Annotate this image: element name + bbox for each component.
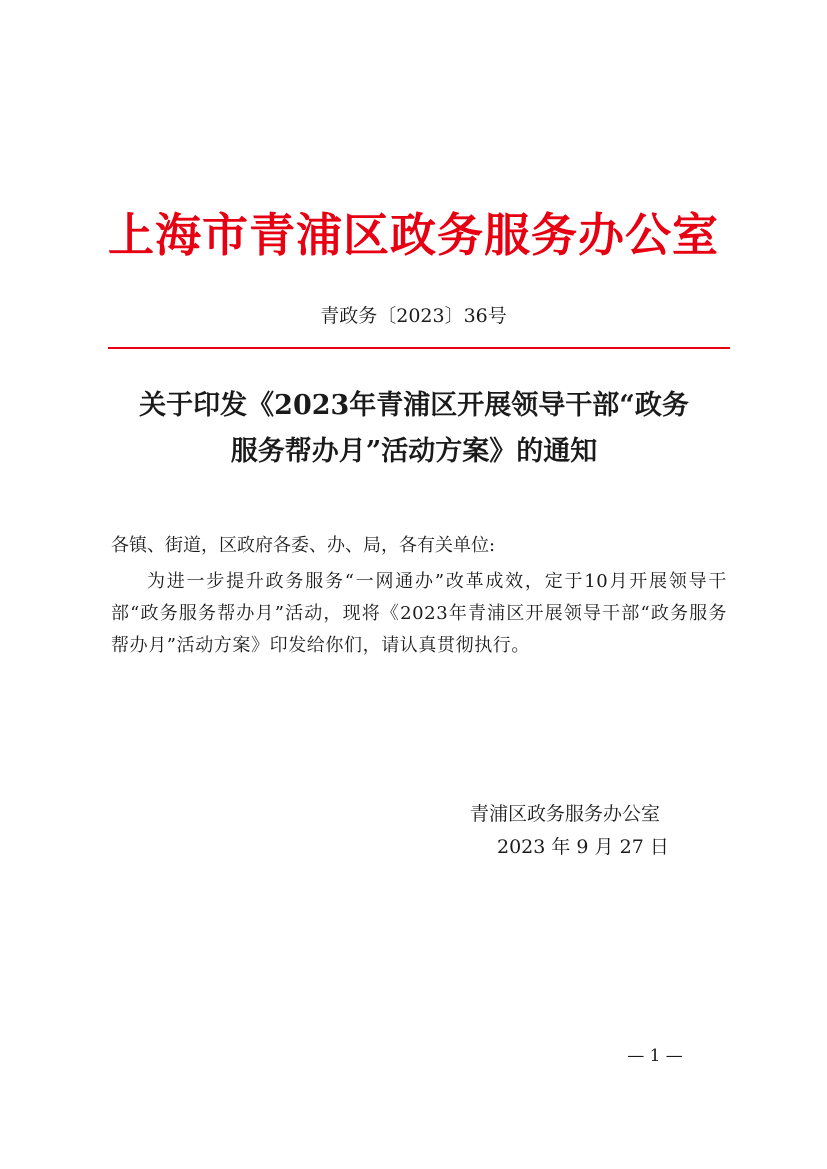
page-number: — 1 —: [627, 1046, 683, 1066]
document-number: 青政务〔2023〕36号: [320, 305, 507, 327]
title-line-2: 服务帮办月”活动方案》的通知: [230, 436, 598, 467]
title-line-1: 关于印发《2023年青浦区开展领导干部“政务: [139, 390, 689, 421]
signature-block: [440, 798, 730, 864]
signature-date: 2023 年 9 月 27 日: [497, 836, 669, 858]
document-title: [98, 383, 730, 475]
signature-organization: 青浦区政务服务办公室: [470, 803, 661, 825]
recipient-line: 各镇、街道，区政府各委、办、局，各有关单位:: [111, 535, 496, 556]
issuing-office-header: 上海市青浦区政务服务办公室: [108, 208, 719, 262]
body-paragraph: 为进一步提升政务服务“一网通办”改革成效，定于10月开展领导干部“政务服务帮办月”活动，现将《2023年青浦区开展领导干部“政务服务帮办月”活动方案》印发给你们，请认真贯彻执行。: [111, 571, 727, 656]
red-divider-line: [108, 347, 730, 349]
